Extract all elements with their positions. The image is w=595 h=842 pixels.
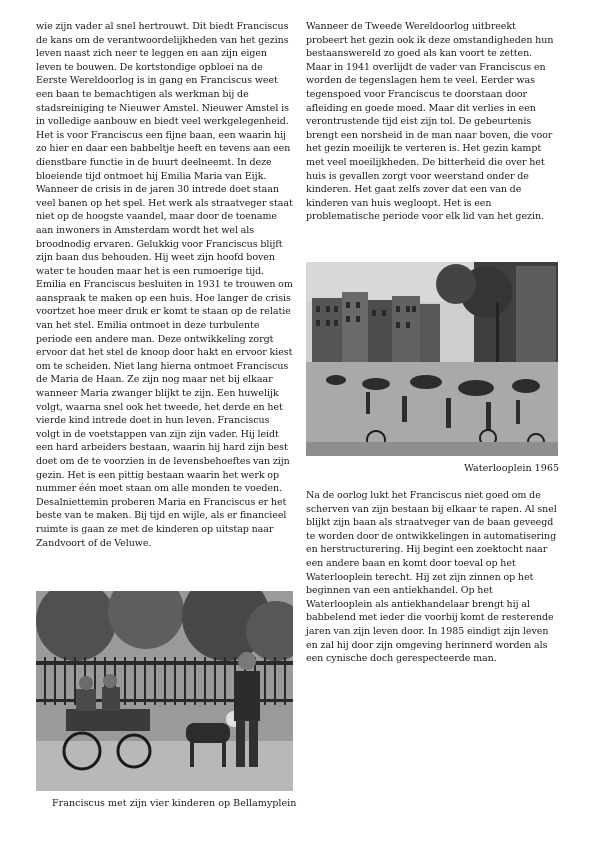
right-column-paragraph: Wanneer de Tweede Wereldoorlog uitbreekt probeert het gezin ook ik deze omstandigheden hun bestaanswereld zo goed als kan voort te zetten. Maar in 1941 overlijdt de vader van Franciscus en worden de tegenslagen hem te veel. Eerder was tegenspoed voor Franciscus te doorstaan door afleiding en goede moed. Maar dit verlies in een verontrustende tijd eist zijn tol. De gebeurtenis brengt een norsheid in de man naar boven, die voor het gezin moeilijk te verteren is. Het gezin kampt met veel moeilijkheden. De bitterheid die over het huis is gevallen zorgt voor weerstand onder de kinderen. Het gaat zelfs zover dat een van de kinderen van huis wegloopt. Het is een problematische periode voor elk lid van het gezin. <box>306 21 554 223</box>
waterlooplein-photo-image <box>306 262 558 456</box>
lower-right-paragraph: Na de oorlog lukt het Franciscus niet goed om de scherven van zijn bestaan bij elkaar te rapen. Al snel blijkt zijn baan als straatveger van de baan geveegd te worden door de ontwikkelingen in automatisering en herstructurering. Hij begint een zoektocht naar een andere baan en komt door toeval op het Waterlooplein terecht. Hij zet zijn zinnen op het beginnen van een antiekhandel. Op het Waterlooplein als antiekhandelaar brengt hij al babbelend met ieder die voorbij komt de resterende jaren van zijn leven door. In 1985 eindigt zijn leven en zal hij door zijn omgeving herinnerd worden als een cynische doch gerespecteerde man. <box>306 490 557 665</box>
left-text-column <box>36 20 293 550</box>
right-text-column <box>306 20 559 224</box>
waterlooplein-caption: Waterlooplein 1965 <box>464 463 560 474</box>
bellamyplein-photo-image <box>36 591 293 791</box>
lower-right-text-column <box>306 489 559 666</box>
bellamyplein-caption: Franciscus met zijn vier kinderen op Bellamyplein <box>52 798 297 809</box>
bellamyplein-photo <box>36 591 293 791</box>
left-column-paragraph: wie zijn vader al snel hertrouwt. Dit biedt Franciscus de kans om de verantwoordelijkheden van het gezins leven naast zich neer te leggen en aan zijn eigen leven te bouwen. De kortstondige opbloei na de Eerste Wereldoorlog is in gang en Franciscus weet een baan te bemachtigen als werkman bij de stadsreiniging te Nieuwer Amstel. Nieuwer Amstel is in volledige aanbouw en biedt veel werkgelegenheid. Het is voor Franciscus een fijne baan, een waarin hij zo hier en daar een babbeltje heeft en tevens aan een dienstbare functie in de buurt deelneemt. In deze bloeiende tijd ontmoet hij Emilia Maria van Eijk. Wanneer de crisis in de jaren 30 intrede doet staan veel banen op het spel. Het werk als straatveger staat niet op de hoogste vaandel, maar door de toename aan inwoners in Amsterdam wordt het wel als broodnodig ervaren. Gelukkig voor Franciscus blijft zijn baan dus behouden. Hij weet zijn hoofd boven water te houden maar het is een rumoerige tijd. Emilia en Franciscus besluiten in 1931 te trouwen om aanspraak te maken op een huis. Hoe langer de crisis voortzet hoe meer druk er komt te staan op de relatie van het stel. Emilia ontmoet in deze turbulente periode een andere man. Deze ontwikkeling zorgt ervoor dat het stel de knoop door hakt en ervoor kiest om te scheiden. Niet lang hierna ontmoet Franciscus de Maria de Haan. Ze zijn nog maar net bij elkaar wanneer Maria zwanger blijkt te zijn. Een huwelijk volgt, waarna snel ook het tweede, het derde en het vierde kind intrede doet in hun leven. Franciscus volgt in de voetstappen van zijn zijn vader. Hij leidt een hard arbeiders bestaan, waarin hij hard zijn best doet om de te voorzien in de levensbehoeftes van zijn gezin. Het is een pittig bestaan waarin het werk op nummer één moet staan om alle monden te voeden. Desalniettemin proberen Maria en Franciscus er het beste van te maken. Bij tijd en wijle, als er financieel ruimte is gaan ze met de kinderen op uitstap naar Zandvoort of de Veluwe. <box>36 21 293 549</box>
waterlooplein-photo <box>306 262 558 456</box>
